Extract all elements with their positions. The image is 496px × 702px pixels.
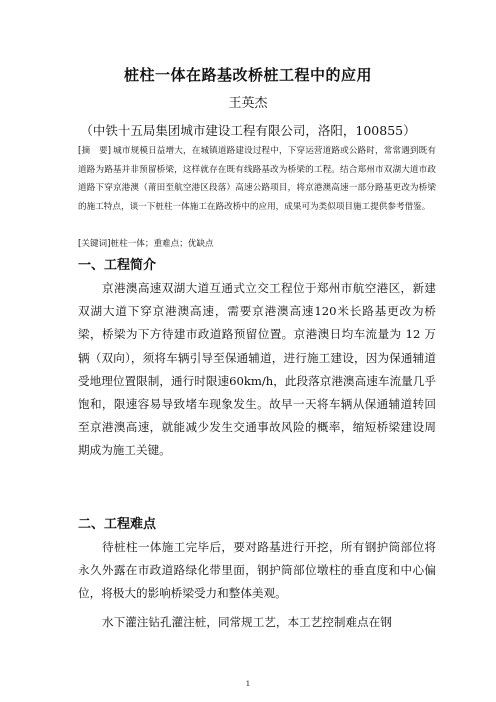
section-heading-overview: 一、工程简介	[78, 258, 157, 273]
section-paragraph-difficulties-1: 待桩柱一体施工完毕后，要对路基进行开挖，所有钢护筒部位将永久外露在市政道路绿化带里面，钢护筒部位墩柱的垂直度和中心偏位，将极大的影响桥梁受力和整体美观。	[78, 540, 436, 601]
document-title: 桩柱一体在路基改桥桩工程中的应用	[123, 66, 372, 84]
keywords: [关键词]桩柱一体；重难点；优缺点	[78, 239, 214, 249]
abstract	[78, 142, 436, 216]
section-paragraph-overview: 京港澳高速双湖大道互通式立交工程位于郑州市航空港区，新建双湖大道下穿京港澳高速，需要京港澳高速120米长路基更改为桥梁，桥梁为下方待建市政道路预留位置。京港澳日均车流量为 12 万辆（双向），须将车辆引导至保通辅道，进行施工建设，因为保通辅道受地理位置限制，通行时限速60km/h，此段落京港澳高速车流量几乎饱和，限速容易导致堵车现象发生。故早一天将车辆从保通辅道转回至京港澳高速，就能减少发生交通事故风险的概率，缩短桥梁建设周期成为施工关键。	[78, 281, 436, 458]
section-paragraph-difficulties-2: 水下灌注钻孔灌注桩，同常规工艺，本工艺控制难点在钢	[102, 615, 392, 629]
author-name: 王英杰	[228, 96, 268, 111]
author-affiliation: （中铁十五局集团城市建设工程有限公司，洛阳，100855）	[80, 123, 416, 138]
page-number: 1	[245, 680, 251, 688]
section-heading-difficulties: 二、工程难点	[78, 517, 157, 532]
abstract-text: 城市规模日益增大，在城镇道路建设过程中，下穿运营道路或公路时，常常遇到既有道路为路基并非预留桥梁，这样就存在既有线路基改为桥梁的工程。结合郑州市双湖大道市政道路下穿京港澳（莆田至航空港区段落）高速公路项目，将京港澳高速一部分路基更改为桥梁的施工特点，谈一下桩柱一体施工在路改桥中的应用，成果可为类似项目施工提供参考借鉴。	[78, 146, 436, 212]
abstract-label: [摘 要]	[78, 146, 112, 156]
